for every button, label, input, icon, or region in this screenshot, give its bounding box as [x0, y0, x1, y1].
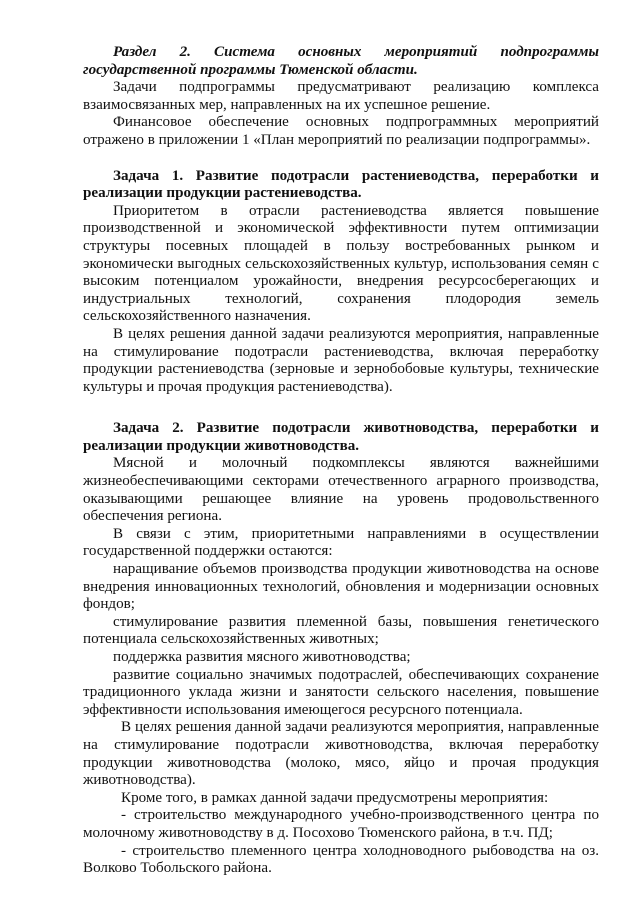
task2-direction-item: стимулирование развития племенной базы, повышения генетического потенциала сельскохозяйственных животных; — [83, 613, 599, 648]
section-heading: Раздел 2. Система основных мероприятий подпрограммы государственной программы Тюменской области. — [83, 44, 599, 78]
section-paragraph-financing: Финансовое обеспечение основных подпрограммных мероприятий отражено в приложении 1 «План мероприятий по реализации подпрограммы». — [83, 114, 599, 148]
task2-paragraph-subcomplexes: Мясной и молочный подкомплексы являются важнейшими жизнеобеспечивающими секторами отечественного аграрного производства, оказывающими решающее влияние на уровень продовольственного обеспечения региона. — [83, 455, 599, 525]
task1-paragraph-measures: В целях решения данной задачи реализуются мероприятия, направленные на стимулирование подотрасли растениеводства, включая переработку продукции растениеводства (зерновые и зернобобовые культуры, технические культуры и прочая продукция растениеводства). — [83, 325, 599, 395]
task2-direction-item: наращивание объемов производства продукции животноводства на основе внедрения инновационных технологий, обновления и модернизации основных фондов; — [83, 561, 599, 613]
task2-direction-item: развитие социально значимых подотраслей, обеспечивающих сохранение традиционного уклада жизни и занятости сельского населения, повышение эффективности использования имеющегося ресурсного потенциала. — [83, 666, 599, 718]
task1-paragraph-priority: Приоритетом в отрасли растениеводства является повышение производственной и экономической эффективности путем оптимизации структуры посевных площадей в пользу востребованных рынком и экономически выгодных сельскохозяйственных культур, использования семян с высоким потенциалом урожайности, внедрения ресурсосберегающих и индустриальных технологий, сохранения плодородия земель сельскохозяйственного назначения. — [83, 202, 599, 325]
document-page — [83, 44, 599, 878]
task2-construction-item: - строительство племенного центра холодноводного рыбоводства на оз. Волково Тобольского района. — [83, 842, 599, 877]
task2-paragraph-measures: В целях решения данной задачи реализуются мероприятия, направленные на стимулирование подотрасли животноводства, включая переработку продукции животноводства (молоко, мясо, яйцо и прочая продукция животноводства). — [83, 719, 599, 789]
task2-paragraph-additional: Кроме того, в рамках данной задачи предусмотрены мероприятия: — [121, 789, 549, 806]
section-paragraph-tasks: Задачи подпрограммы предусматривают реализацию комплекса взаимосвязанных мер, направленных на их успешное решение. — [83, 79, 599, 113]
task2-construction-item: - строительство международного учебно-производственного центра по молочному животноводству в д. Посохово Тюменского района, в т.ч. ПД; — [83, 807, 599, 841]
task2-heading: Задача 2. Развитие подотрасли животноводства, переработки и реализации продукции животноводства. — [83, 420, 599, 454]
task2-paragraph-directions: В связи с этим, приоритетными направлениями в осуществлении государственной поддержки остаются: — [83, 525, 599, 560]
task1-heading: Задача 1. Развитие подотрасли растениеводства, переработки и реализации продукции растениеводства. — [83, 167, 599, 202]
task2-direction-item: поддержка развития мясного животноводства; — [113, 649, 411, 665]
